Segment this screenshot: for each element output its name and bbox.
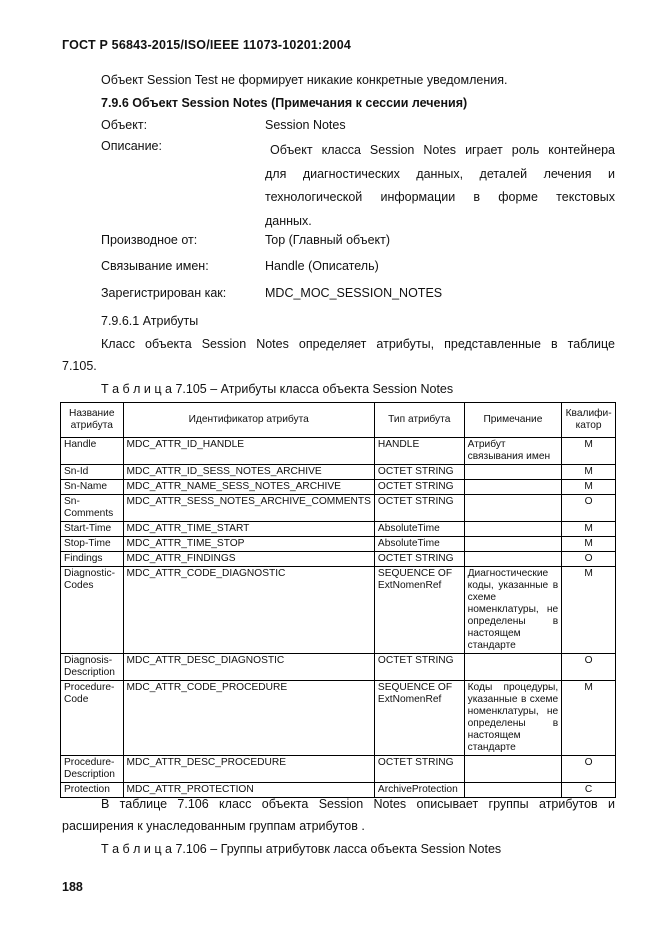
cell-note (464, 537, 562, 552)
description-line: технологической информации в форме текстовых (265, 190, 615, 204)
cell-id: MDC_ATTR_CODE_DIAGNOSTIC (123, 567, 374, 654)
table-row (61, 438, 616, 465)
table-row (61, 567, 616, 654)
naming-value: Handle (Описатель) (265, 259, 379, 273)
table-row (61, 756, 616, 783)
cell-name: Sn-Id (61, 465, 124, 480)
cell-id: MDC_ATTR_SESS_NOTES_ARCHIVE_COMMENTS (123, 495, 374, 522)
cell-name: Diagnostic-Codes (61, 567, 124, 654)
cell-type: SEQUENCE OF ExtNomenRef (374, 681, 464, 756)
table-row (61, 552, 616, 567)
cell-qualifier: M (562, 438, 616, 465)
cell-name: Stop-Time (61, 537, 124, 552)
intro-text: Объект Session Test не формирует никакие конкретные уведомления. (101, 73, 508, 87)
cell-type: OCTET STRING (374, 654, 464, 681)
table-header-row (61, 403, 616, 438)
header-attribute-type: Тип атрибута (374, 403, 464, 438)
cell-qualifier: M (562, 537, 616, 552)
cell-type: OCTET STRING (374, 756, 464, 783)
derived-value: Top (Главный объект) (265, 233, 391, 247)
cell-qualifier: O (562, 495, 616, 522)
table-caption: Т а б л и ц а 7.105 – Атрибуты класса объекта Session Notes (101, 382, 454, 396)
page-number: 188 (62, 880, 83, 894)
cell-note (464, 465, 562, 480)
cell-qualifier: O (562, 552, 616, 567)
cell-id: MDC_ATTR_DESC_DIAGNOSTIC (123, 654, 374, 681)
cell-id: MDC_ATTR_FINDINGS (123, 552, 374, 567)
derived-label: Производное от: (101, 233, 198, 247)
cell-id: MDC_ATTR_TIME_START (123, 522, 374, 537)
cell-qualifier: M (562, 567, 616, 654)
registered-value: MDC_MOC_SESSION_NOTES (265, 286, 443, 300)
attributes-table (60, 402, 616, 798)
cell-qualifier: M (562, 480, 616, 495)
description-label: Описание: (101, 139, 162, 153)
cell-qualifier: M (562, 465, 616, 480)
cell-note (464, 522, 562, 537)
table-row (61, 522, 616, 537)
cell-name: Start-Time (61, 522, 124, 537)
cell-qualifier: C (562, 783, 616, 798)
cell-name: Findings (61, 552, 124, 567)
cell-name: Handle (61, 438, 124, 465)
description-line: Объект класса Session Notes играет роль контейнера (270, 143, 615, 157)
paragraph-2-line-1: В таблице 7.106 класс объекта Session Notes описывает группы атрибутов и (101, 797, 615, 811)
cell-id: MDC_ATTR_ID_HANDLE (123, 438, 374, 465)
cell-name: Procedure-Code (61, 681, 124, 756)
header-qualifier: Квалифи-катор (562, 403, 616, 438)
cell-name: Procedure-Description (61, 756, 124, 783)
cell-type: OCTET STRING (374, 495, 464, 522)
table-2-caption: Т а б л и ц а 7.106 – Группы атрибутовк ласса объекта Session Notes (101, 842, 502, 856)
cell-id: MDC_ATTR_NAME_SESS_NOTES_ARCHIVE (123, 480, 374, 495)
table-row (61, 480, 616, 495)
running-header: ГОСТ Р 56843-2015/ISO/IEEE 11073-10201:2004 (62, 38, 352, 52)
cell-id: MDC_ATTR_DESC_PROCEDURE (123, 756, 374, 783)
cell-type: AbsoluteTime (374, 522, 464, 537)
table-row (61, 465, 616, 480)
header-attribute-name: Название атрибута (61, 403, 124, 438)
cell-note (464, 552, 562, 567)
cell-note: Диагностические коды, указанные в схеме номенклатуры, не определены в настоящем стандарте (464, 567, 562, 654)
table-row (61, 654, 616, 681)
object-label: Объект: (101, 118, 148, 132)
cell-type: OCTET STRING (374, 465, 464, 480)
cell-name: Diagnosis-Description (61, 654, 124, 681)
cell-id: MDC_ATTR_PROTECTION (123, 783, 374, 798)
cell-note (464, 654, 562, 681)
cell-name: Protection (61, 783, 124, 798)
header-attribute-id: Идентификатор атрибута (123, 403, 374, 438)
cell-qualifier: M (562, 522, 616, 537)
cell-type: ArchiveProtection (374, 783, 464, 798)
registered-label: Зарегистрирован как: (101, 286, 227, 300)
cell-note (464, 480, 562, 495)
cell-id: MDC_ATTR_CODE_PROCEDURE (123, 681, 374, 756)
subsection-title: 7.9.6.1 Атрибуты (101, 314, 199, 328)
cell-type: HANDLE (374, 438, 464, 465)
cell-note: Атрибут связывания имен (464, 438, 562, 465)
cell-note (464, 495, 562, 522)
cell-qualifier: O (562, 756, 616, 783)
naming-label: Связывание имен: (101, 259, 209, 273)
description-value (265, 139, 615, 233)
description-line: данных. (265, 213, 312, 228)
cell-note: Коды процедуры, указанные в схеме номенклатуры, не определены в настоящем стандарте (464, 681, 562, 756)
object-value: Session Notes (265, 118, 346, 132)
paragraph-1-line-1: Класс объекта Session Notes определяет атрибуты, представленные в таблице (101, 337, 615, 351)
paragraph-1-line-2: 7.105. (62, 359, 97, 373)
cell-name: Sn-Name (61, 480, 124, 495)
cell-name: Sn-Comments (61, 495, 124, 522)
table-row (61, 495, 616, 522)
description-line: для диагностических данных, деталей лечения и (265, 166, 615, 181)
cell-qualifier: O (562, 654, 616, 681)
cell-id: MDC_ATTR_ID_SESS_NOTES_ARCHIVE (123, 465, 374, 480)
cell-type: OCTET STRING (374, 552, 464, 567)
cell-type: AbsoluteTime (374, 537, 464, 552)
cell-id: MDC_ATTR_TIME_STOP (123, 537, 374, 552)
cell-qualifier: M (562, 681, 616, 756)
paragraph-2-line-2: расширения к унаследованным группам атрибутов . (62, 819, 365, 833)
cell-type: SEQUENCE OF ExtNomenRef (374, 567, 464, 654)
section-title: 7.9.6 Объект Session Notes (Примечания к сессии лечения) (101, 96, 468, 110)
table-row (61, 681, 616, 756)
cell-type: OCTET STRING (374, 480, 464, 495)
table-row (61, 537, 616, 552)
cell-note (464, 756, 562, 783)
header-note: Примечание (464, 403, 562, 438)
